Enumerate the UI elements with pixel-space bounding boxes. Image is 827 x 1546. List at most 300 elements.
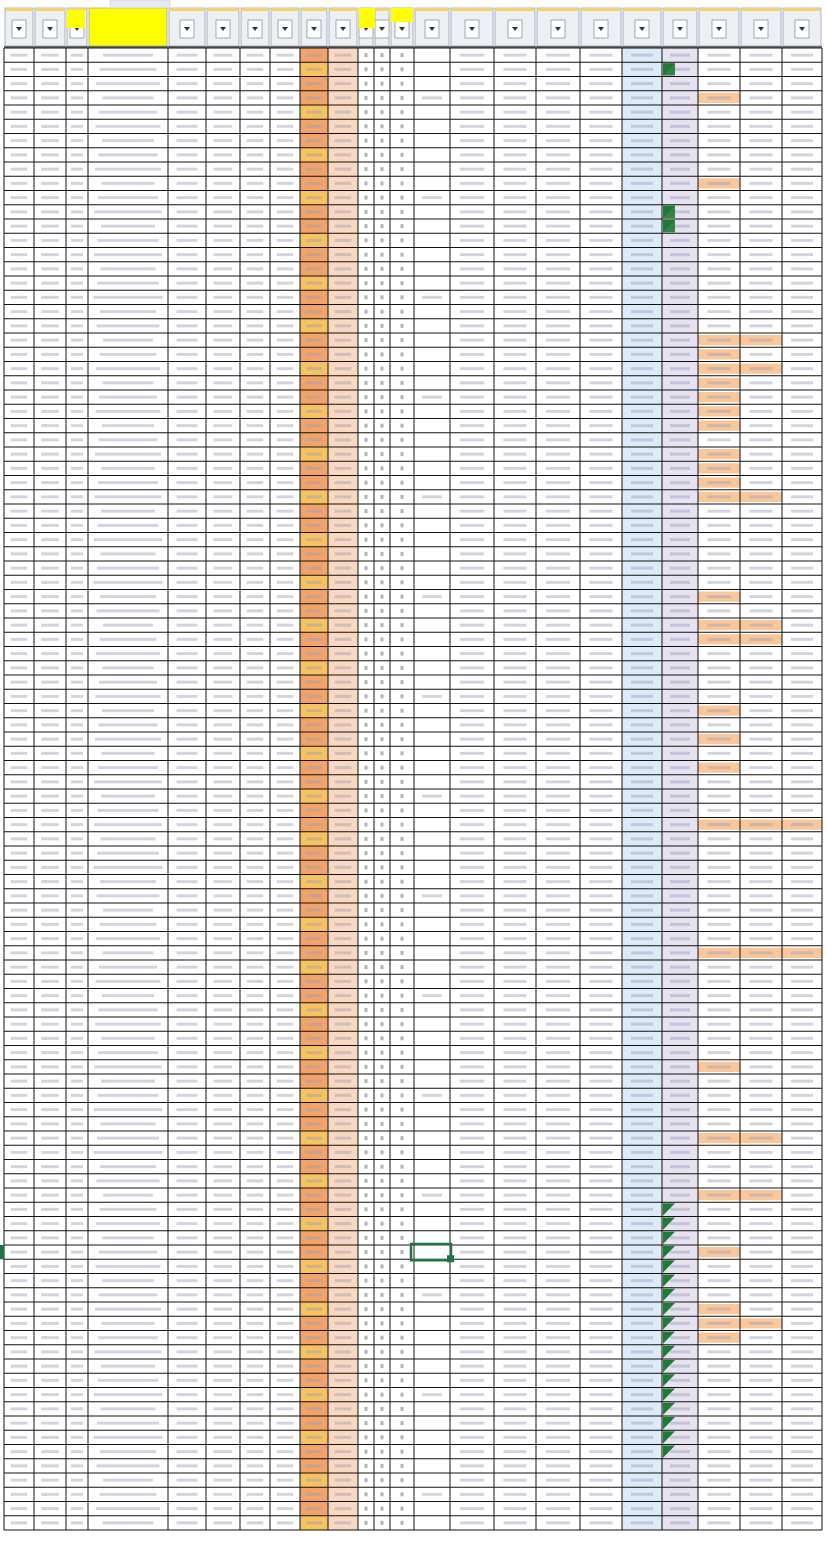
cell-mark: [791, 567, 813, 570]
cell-mark: [247, 1080, 264, 1083]
cell-mark: [749, 196, 772, 199]
cell-mark: [277, 467, 294, 470]
cell-mark: [11, 837, 28, 840]
cell-mark: [791, 524, 813, 527]
cell-mark: [631, 1308, 653, 1311]
cell-mark: [589, 1521, 612, 1524]
cell-mark: [503, 809, 526, 812]
cell-mark: [214, 282, 233, 285]
cell-mark: [546, 54, 570, 57]
cell-mark: [589, 1336, 612, 1339]
cell-mark: [791, 752, 813, 755]
cell-mark: [98, 766, 158, 769]
cell-mark: [546, 1065, 570, 1068]
cell-mark: [277, 681, 294, 684]
cell-mark: [503, 282, 526, 285]
cell-mark: [381, 1407, 384, 1411]
cell-mark: [177, 438, 198, 441]
cell-mark: [335, 951, 352, 954]
cell-mark: [589, 381, 612, 384]
cell-mark: [365, 1435, 368, 1439]
header-yellow-marker: [67, 10, 85, 28]
cell-mark: [589, 1322, 612, 1325]
cell-mark: [401, 580, 404, 584]
cell-mark: [503, 410, 526, 413]
cell-mark: [247, 82, 264, 85]
cell-mark: [381, 124, 384, 128]
cell-mark: [381, 1421, 384, 1425]
cell-mark: [277, 282, 294, 285]
cell-mark: [177, 467, 198, 470]
cell-mark: [631, 1236, 653, 1239]
cell-mark: [365, 1393, 368, 1397]
cell-mark: [177, 766, 198, 769]
cell-mark: [365, 210, 368, 214]
cell-mark: [214, 1365, 233, 1368]
cell-mark: [277, 1365, 294, 1368]
cell-mark: [41, 1194, 59, 1197]
cell-mark: [11, 1094, 28, 1097]
cell-mark: [306, 1322, 321, 1325]
cell-mark: [277, 1493, 294, 1496]
cell-mark: [365, 1236, 368, 1240]
header-accent: [784, 8, 820, 11]
cell-mark: [460, 695, 484, 698]
cell-mark: [177, 1023, 198, 1026]
cell-mark: [41, 552, 59, 555]
cell-mark: [631, 1265, 653, 1268]
cell-mark: [214, 253, 233, 256]
cell-mark: [177, 723, 198, 726]
cell-mark: [631, 937, 653, 940]
cell-mark: [100, 1493, 157, 1496]
cell-mark: [71, 752, 83, 755]
cell-mark: [96, 695, 161, 698]
cell-mark: [631, 1194, 653, 1197]
cell-mark: [103, 951, 154, 954]
cell-mark: [365, 509, 368, 513]
cell-mark: [103, 909, 153, 912]
cell-mark: [401, 1464, 404, 1468]
cell-mark: [707, 652, 730, 655]
cell-mark: [247, 1208, 264, 1211]
cell-mark: [41, 581, 59, 584]
cell-mark: [401, 167, 404, 171]
cell-mark: [791, 1322, 813, 1325]
cell-mark: [670, 567, 690, 570]
cell-mark: [365, 338, 368, 342]
cell-mark: [503, 1208, 526, 1211]
cell-mark: [306, 1080, 321, 1083]
cell-mark: [546, 723, 570, 726]
cell-mark: [401, 751, 404, 755]
cell-mark: [214, 1464, 233, 1467]
cell-mark: [11, 467, 28, 470]
cell-mark: [71, 1165, 83, 1168]
cell-mark: [670, 880, 690, 883]
cell-mark: [546, 396, 570, 399]
cell-mark: [381, 1307, 384, 1311]
cell-mark: [11, 253, 28, 256]
cell-mark: [71, 552, 83, 555]
cell-mark: [791, 552, 813, 555]
cell-mark: [631, 723, 653, 726]
cell-mark: [11, 367, 28, 370]
cell-mark: [11, 552, 28, 555]
cell-mark: [589, 1479, 612, 1482]
cell-mark: [71, 780, 83, 783]
cell-mark: [670, 1108, 690, 1111]
cell-mark: [670, 1265, 690, 1268]
cell-mark: [11, 752, 28, 755]
cell-mark: [71, 652, 83, 655]
cell-mark: [335, 1293, 352, 1296]
cell-mark: [277, 609, 294, 612]
cell-mark: [401, 766, 404, 770]
cell-mark: [460, 1080, 484, 1083]
cell-mark: [749, 994, 772, 997]
cell-mark: [670, 738, 690, 741]
cell-mark: [335, 738, 352, 741]
cell-mark: [277, 495, 294, 498]
cell-mark: [401, 1236, 404, 1240]
cell-mark: [749, 381, 772, 384]
cell-mark: [247, 880, 264, 883]
cell-mark: [365, 766, 368, 770]
cell-mark: [381, 1207, 384, 1211]
cell-mark: [214, 1322, 233, 1325]
cell-mark: [460, 1322, 484, 1325]
cell-mark: [41, 894, 59, 897]
cell-mark: [460, 1422, 484, 1425]
cell-mark: [401, 880, 404, 884]
cell-mark: [71, 581, 83, 584]
cell-mark: [247, 96, 264, 99]
cell-mark: [401, 1207, 404, 1211]
cell-mark: [631, 1080, 653, 1083]
cell-mark: [11, 966, 28, 969]
cell-mark: [41, 567, 59, 570]
cell-mark: [670, 609, 690, 612]
cell-mark: [631, 353, 653, 356]
cell-mark: [503, 951, 526, 954]
cell-mark: [791, 795, 813, 798]
cell-mark: [71, 481, 83, 484]
cell-mark: [365, 780, 368, 784]
cell-mark: [381, 1507, 384, 1511]
cell-mark: [670, 866, 690, 869]
cell-mark: [101, 1122, 156, 1125]
cell-mark: [546, 1521, 570, 1524]
cell-mark: [791, 153, 813, 156]
cell-mark: [11, 54, 28, 57]
cell-mark: [247, 595, 264, 598]
cell-mark: [503, 1507, 526, 1510]
cell-mark: [335, 595, 352, 598]
cell-mark: [460, 1279, 484, 1282]
cell-mark: [41, 595, 59, 598]
cell-mark: [401, 381, 404, 385]
cell-mark: [177, 82, 198, 85]
cell-mark: [503, 1293, 526, 1296]
cell-mark: [401, 139, 404, 143]
cell-mark: [791, 1065, 813, 1068]
cell-mark: [707, 695, 730, 698]
cell-mark: [460, 624, 484, 627]
cell-mark: [707, 381, 730, 384]
cell-mark: [670, 510, 690, 513]
cell-mark: [365, 709, 368, 713]
cell-mark: [460, 923, 484, 926]
cell-mark: [335, 68, 352, 71]
cell-mark: [381, 994, 384, 998]
cell-mark: [214, 1407, 233, 1410]
cell-mark: [71, 1365, 83, 1368]
cell-mark: [670, 681, 690, 684]
cell-mark: [11, 453, 28, 456]
cell-mark: [247, 894, 264, 897]
cell-mark: [422, 1293, 442, 1296]
cell-mark: [749, 552, 772, 555]
cell-mark: [503, 1023, 526, 1026]
cell-mark: [460, 823, 484, 826]
cell-mark: [381, 352, 384, 356]
cell-mark: [381, 808, 384, 812]
cell-mark: [71, 1279, 83, 1282]
cell-mark: [401, 1421, 404, 1425]
cell-mark: [381, 1464, 384, 1468]
cell-mark: [11, 994, 28, 997]
cell-mark: [631, 153, 653, 156]
cell-mark: [214, 1293, 233, 1296]
cell-mark: [546, 581, 570, 584]
cell-mark: [277, 196, 294, 199]
cell-mark: [503, 495, 526, 498]
cell-mark: [11, 567, 28, 570]
cell-mark: [177, 324, 198, 327]
cell-mark: [503, 1450, 526, 1453]
cell-mark: [791, 581, 813, 584]
cell-mark: [177, 410, 198, 413]
cell-mark: [791, 239, 813, 242]
cell-mark: [247, 381, 264, 384]
cell-mark: [365, 1307, 368, 1311]
cell-mark: [277, 267, 294, 270]
cell-mark: [707, 723, 730, 726]
cell-mark: [11, 538, 28, 541]
cell-mark: [503, 467, 526, 470]
cell-mark: [335, 524, 352, 527]
cell-mark: [503, 852, 526, 855]
cell-mark: [503, 1265, 526, 1268]
active-cell[interactable]: [411, 1244, 451, 1260]
cell-mark: [401, 666, 404, 670]
cell-mark: [177, 1151, 198, 1154]
cell-mark: [670, 1208, 690, 1211]
cell-mark: [95, 1065, 162, 1068]
cell-mark: [214, 1208, 233, 1211]
cell-mark: [306, 1393, 321, 1396]
cell-mark: [214, 267, 233, 270]
cell-mark: [503, 1194, 526, 1197]
cell-mark: [365, 908, 368, 912]
cell-mark: [503, 1151, 526, 1154]
cell-mark: [749, 96, 772, 99]
cell-mark: [11, 396, 28, 399]
cell-mark: [546, 524, 570, 527]
cell-mark: [381, 1264, 384, 1268]
cell-mark: [247, 510, 264, 513]
cell-mark: [335, 239, 352, 242]
cell-mark: [707, 538, 730, 541]
cell-mark: [791, 182, 813, 185]
header-accent: [742, 8, 780, 11]
cell-mark: [546, 168, 570, 171]
cell-mark: [749, 951, 772, 954]
cell-mark: [791, 324, 813, 327]
cell-mark: [277, 1051, 294, 1054]
cell-mark: [214, 324, 233, 327]
cell-mark: [41, 96, 59, 99]
cell-mark: [670, 581, 690, 584]
cell-mark: [335, 153, 352, 156]
cell-mark: [71, 809, 83, 812]
cell-mark: [335, 225, 352, 228]
cell-mark: [670, 937, 690, 940]
cell-mark: [460, 82, 484, 85]
cell-mark: [670, 980, 690, 983]
cell-mark: [306, 324, 321, 327]
cell-mark: [749, 1208, 772, 1211]
cell-mark: [214, 1436, 233, 1439]
cell-mark: [71, 723, 83, 726]
cell-mark: [100, 1208, 157, 1211]
cell-mark: [306, 1308, 321, 1311]
cell-mark: [11, 310, 28, 313]
cell-mark: [247, 253, 264, 256]
cell-mark: [707, 139, 730, 142]
cell-mark: [503, 1350, 526, 1353]
cell-mark: [503, 1122, 526, 1125]
cell-mark: [71, 424, 83, 427]
cell-mark: [335, 1479, 352, 1482]
cell-mark: [11, 1151, 28, 1154]
cell-mark: [381, 580, 384, 584]
cell-mark: [41, 1165, 59, 1168]
cell-mark: [365, 1293, 368, 1297]
cell-mark: [546, 82, 570, 85]
cell-mark: [214, 225, 233, 228]
cell-mark: [381, 1008, 384, 1012]
cell-mark: [247, 552, 264, 555]
cell-mark: [177, 809, 198, 812]
cell-mark: [589, 852, 612, 855]
cell-mark: [670, 766, 690, 769]
cell-mark: [71, 1151, 83, 1154]
cell-mark: [707, 495, 730, 498]
cell-mark: [71, 1322, 83, 1325]
cell-mark: [214, 1137, 233, 1140]
cell-mark: [791, 467, 813, 470]
cell-mark: [11, 595, 28, 598]
cell-mark: [177, 994, 198, 997]
cell-mark: [589, 495, 612, 498]
cell-mark: [401, 324, 404, 328]
cell-mark: [670, 495, 690, 498]
cell-mark: [306, 510, 321, 513]
cell-mark: [277, 1521, 294, 1524]
cell-mark: [670, 923, 690, 926]
cell-mark: [277, 723, 294, 726]
cell-mark: [177, 609, 198, 612]
cell-mark: [214, 1265, 233, 1268]
cell-mark: [11, 353, 28, 356]
cell-mark: [41, 111, 59, 114]
cell-mark: [381, 1179, 384, 1183]
cell-mark: [101, 1365, 155, 1368]
cell-mark: [214, 766, 233, 769]
cell-mark: [460, 210, 484, 213]
cell-mark: [791, 880, 813, 883]
cell-mark: [101, 837, 156, 840]
cell-mark: [247, 196, 264, 199]
cell-mark: [791, 809, 813, 812]
cell-mark: [631, 225, 653, 228]
cell-mark: [749, 1065, 772, 1068]
cell-mark: [306, 766, 321, 769]
cell-mark: [41, 752, 59, 755]
cell-mark: [71, 353, 83, 356]
cell-mark: [381, 253, 384, 257]
cell-mark: [749, 424, 772, 427]
cell-mark: [247, 310, 264, 313]
cell-mark: [460, 1450, 484, 1453]
cell-mark: [41, 1051, 59, 1054]
cell-mark: [335, 638, 352, 641]
cell-mark: [749, 581, 772, 584]
cell-mark: [749, 1407, 772, 1410]
cell-mark: [102, 994, 154, 997]
cell-mark: [791, 267, 813, 270]
cell-mark: [631, 1293, 653, 1296]
cell-mark: [365, 424, 368, 428]
cell-mark: [401, 1492, 404, 1496]
cell-mark: [214, 880, 233, 883]
cell-mark: [401, 1507, 404, 1511]
cell-mark: [749, 324, 772, 327]
cell-mark: [306, 96, 321, 99]
cell-mark: [631, 424, 653, 427]
cell-mark: [707, 1464, 730, 1467]
cell-mark: [365, 395, 368, 399]
cell-mark: [214, 1251, 233, 1254]
cell-mark: [177, 225, 198, 228]
cell-mark: [99, 1008, 158, 1011]
cell-mark: [631, 1208, 653, 1211]
cell-mark: [546, 980, 570, 983]
cell-mark: [177, 1094, 198, 1097]
cell-mark: [306, 1008, 321, 1011]
cell-mark: [401, 1321, 404, 1325]
cell-mark: [11, 239, 28, 242]
cell-mark: [791, 339, 813, 342]
cell-mark: [503, 966, 526, 969]
cell-mark: [306, 424, 321, 427]
cell-mark: [670, 1008, 690, 1011]
selection-handle-icon[interactable]: [447, 1255, 454, 1262]
cell-mark: [791, 951, 813, 954]
cell-mark: [71, 609, 83, 612]
